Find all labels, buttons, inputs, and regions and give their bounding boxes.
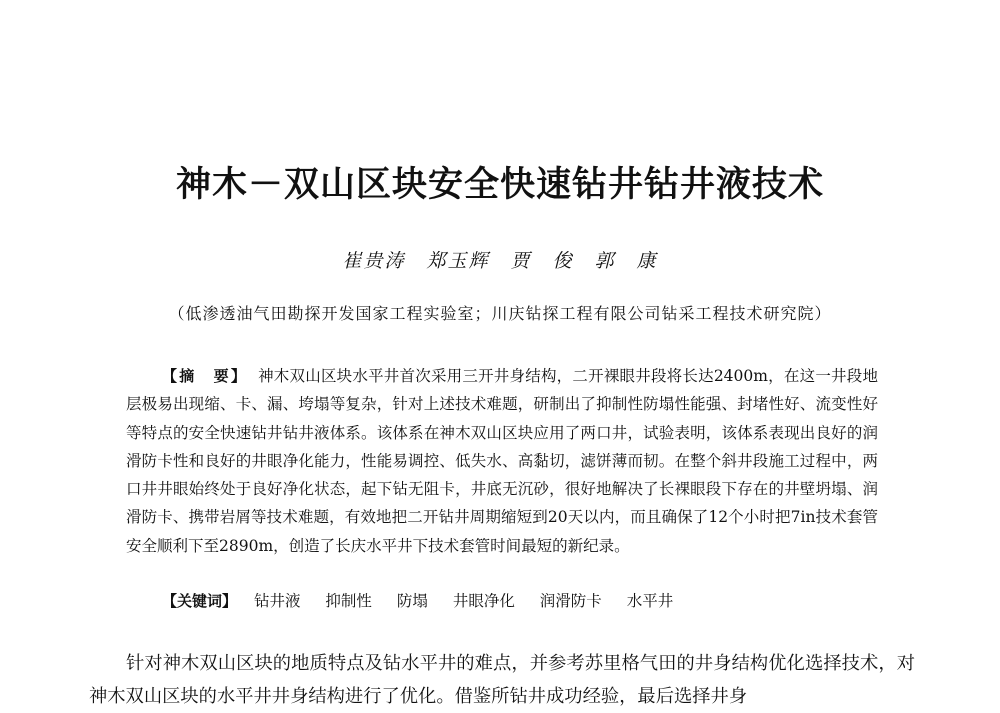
abstract-label: 【摘 要】 — [162, 367, 249, 385]
abstract-text: 神木双山区块水平井首次采用三开井身结构，二开裸眼井段将长达2400m，在这一井段地层极易出现缩、卡、漏、垮塌等复杂，针对上述技术难题，研制出了抑制性防塌性能强、封堵性好、流变性好等特点的安全快速钻井钻井液体系。该体系在神木双山区块应用了两口井，试验表明，该体系表现出良好的润滑防卡性和良好的井眼净化能力，性能易调控、低失水、高黏切，滤饼薄而韧。在整个斜井段施工过程中，两口井井眼始终处于良好净化状态，起下钻无阻卡，井底无沉砂，很好地解决了长裸眼段下存在的井壁坍塌、润滑防卡、携带岩屑等技术难题，有效地把二开钻井周期缩短到20天以内，而且确保了12个小时把7in技术套管安全顺利下至2890m，创造了长庆水平井下技术套管时间最短的新纪录。 — [126, 367, 878, 555]
author-list: 崔贵涛 郑玉辉 贾 俊 郭 康 — [342, 250, 658, 272]
keyword: 抑制性 — [325, 592, 372, 610]
keywords-label: 【关键词】 — [162, 592, 238, 610]
keyword: 润滑防卡 — [539, 592, 602, 610]
keywords-block — [162, 589, 882, 613]
keyword: 井眼净化 — [452, 592, 515, 610]
keyword: 水平井 — [626, 592, 674, 610]
body-paragraph: 针对神木双山区块的地质特点及钻水平井的难点，并参考苏里格气田的井身结构优化选择技术，对神木双山区块的水平井井身结构进行了优化。借鉴所钻井成功经验，最后选择井身 — [89, 653, 915, 707]
author-affiliation: （低渗透油气田勘探开发国家工程实验室；川庆钻探工程有限公司钻采工程技术研究院） — [168, 304, 832, 323]
paper-title: 神木－双山区块安全快速钻井钻井液技术 — [175, 165, 824, 205]
keyword: 防塌 — [396, 592, 428, 610]
abstract-block — [126, 362, 878, 560]
keyword: 钻井液 — [253, 592, 301, 610]
